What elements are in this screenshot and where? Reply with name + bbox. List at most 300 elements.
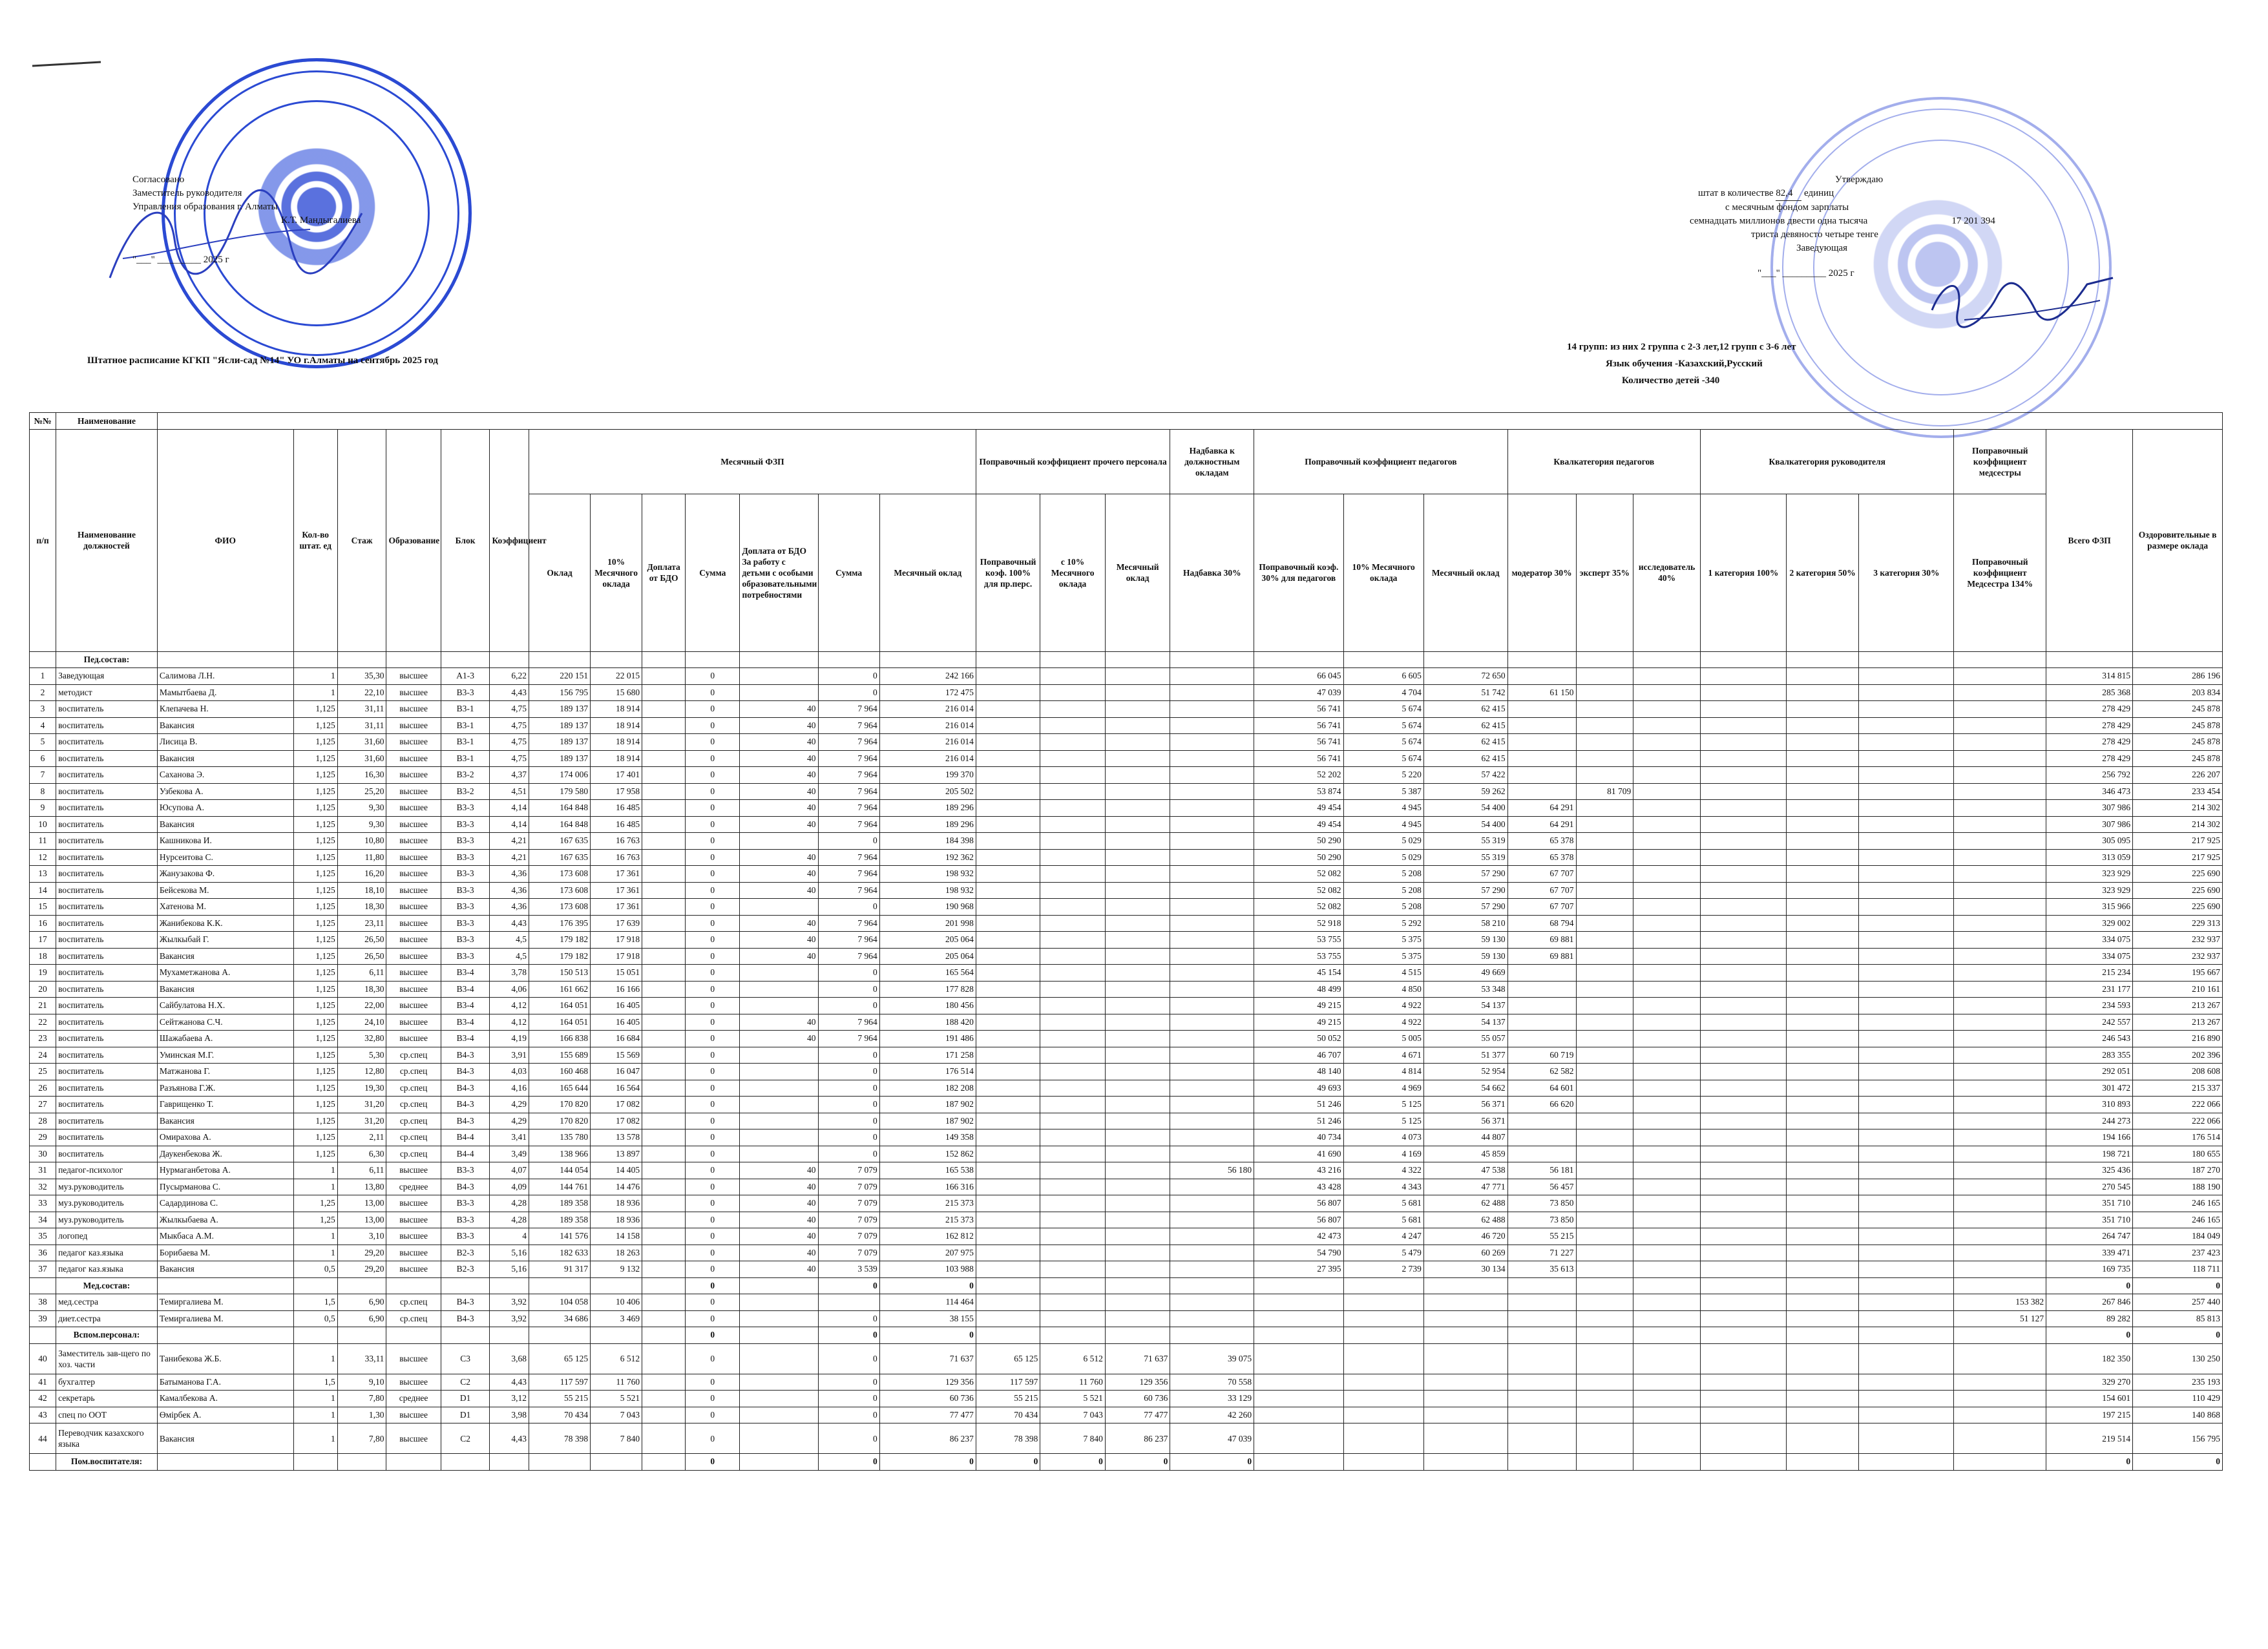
table-cell: 0 bbox=[1170, 1454, 1254, 1471]
table-cell: 77 477 bbox=[1105, 1407, 1170, 1423]
table-cell bbox=[818, 1294, 879, 1311]
table-cell: 4 515 bbox=[1343, 965, 1423, 982]
table-cell: Жанибекова К.К. bbox=[157, 915, 293, 932]
table-cell: 4,29 bbox=[490, 1113, 529, 1129]
table-cell bbox=[1700, 701, 1786, 718]
table-cell: 129 356 bbox=[879, 1374, 976, 1391]
table-cell: 18 936 bbox=[591, 1212, 642, 1228]
table-cell: 174 006 bbox=[529, 767, 590, 784]
table-cell bbox=[1507, 651, 1576, 668]
table-cell bbox=[1700, 1212, 1786, 1228]
table-cell bbox=[1786, 1097, 1858, 1113]
table-cell: 0 bbox=[818, 1391, 879, 1407]
date-year: 2025 г bbox=[1828, 268, 1854, 278]
table-cell bbox=[976, 816, 1040, 833]
table-cell bbox=[642, 1179, 686, 1195]
table-cell bbox=[1786, 882, 1858, 899]
table-cell: 208 608 bbox=[2133, 1064, 2223, 1080]
section-row bbox=[30, 651, 2223, 668]
table-row bbox=[30, 816, 2223, 833]
table-row bbox=[30, 849, 2223, 866]
table-cell: 48 140 bbox=[1254, 1064, 1343, 1080]
table-cell: 4 704 bbox=[1343, 684, 1423, 701]
table-cell bbox=[1633, 866, 1701, 883]
table-cell: 3,78 bbox=[490, 965, 529, 982]
table-cell bbox=[1700, 1454, 1786, 1471]
table-cell: 39 075 bbox=[1170, 1343, 1254, 1374]
section-row bbox=[30, 1454, 2223, 1471]
table-cell bbox=[1576, 1261, 1633, 1278]
table-cell bbox=[642, 1195, 686, 1212]
table-cell: 16 bbox=[30, 915, 56, 932]
table-cell: 40 bbox=[740, 915, 818, 932]
table-cell bbox=[1576, 1097, 1633, 1113]
table-cell: 5 125 bbox=[1343, 1113, 1423, 1129]
table-cell bbox=[1633, 849, 1701, 866]
table-cell bbox=[1507, 1146, 1576, 1162]
table-cell: В4-3 bbox=[441, 1310, 490, 1327]
table-cell: 0 bbox=[686, 932, 740, 949]
table-cell: 3,10 bbox=[337, 1228, 386, 1245]
table-cell: 29,20 bbox=[337, 1261, 386, 1278]
table-cell: 49 454 bbox=[1254, 800, 1343, 817]
table-cell: 201 998 bbox=[879, 915, 976, 932]
table-cell bbox=[1105, 1212, 1170, 1228]
table-cell: Шажабаева А. bbox=[157, 1031, 293, 1047]
table-cell: 207 975 bbox=[879, 1245, 976, 1261]
table-cell: Вакансия bbox=[157, 816, 293, 833]
table-cell bbox=[1507, 668, 1576, 685]
table-cell bbox=[1254, 1277, 1343, 1294]
table-cell: ср.спец bbox=[386, 1129, 441, 1146]
table-cell: 0 bbox=[818, 833, 879, 850]
table-cell bbox=[1700, 684, 1786, 701]
table-cell: 7 079 bbox=[818, 1179, 879, 1195]
table-cell: Уминская М.Г. bbox=[157, 1047, 293, 1064]
table-cell bbox=[1859, 915, 1954, 932]
table-cell bbox=[1633, 1195, 1701, 1212]
table-cell: 3,12 bbox=[490, 1391, 529, 1407]
table-cell bbox=[30, 1327, 56, 1344]
table-cell: 3,68 bbox=[490, 1343, 529, 1374]
table-cell: 0 bbox=[818, 1047, 879, 1064]
col-kval-ped: Квалкатегория педагогов bbox=[1507, 429, 1700, 494]
table-cell: 40 bbox=[740, 767, 818, 784]
table-cell bbox=[1859, 849, 1954, 866]
table-cell: 6 512 bbox=[591, 1343, 642, 1374]
table-cell bbox=[1040, 915, 1106, 932]
table-cell: 55 319 bbox=[1423, 833, 1507, 850]
table-cell bbox=[1105, 1080, 1170, 1097]
table-cell bbox=[1040, 800, 1106, 817]
table-cell bbox=[1633, 1294, 1701, 1311]
table-cell bbox=[1700, 1162, 1786, 1179]
table-cell: 9 132 bbox=[591, 1261, 642, 1278]
table-cell: 31,11 bbox=[337, 717, 386, 734]
table-cell bbox=[441, 1454, 490, 1471]
table-row bbox=[30, 1391, 2223, 1407]
table-cell: 184 398 bbox=[879, 833, 976, 850]
table-cell: 0 bbox=[818, 1423, 879, 1454]
table-cell bbox=[1786, 701, 1858, 718]
table-cell: 62 488 bbox=[1423, 1212, 1507, 1228]
table-cell: D1 bbox=[441, 1407, 490, 1423]
table-cell: 67 707 bbox=[1507, 866, 1576, 883]
table-cell bbox=[1786, 1310, 1858, 1327]
table-cell: 40 bbox=[740, 932, 818, 949]
table-cell bbox=[1786, 1212, 1858, 1228]
table-cell: 18 914 bbox=[591, 750, 642, 767]
table-cell bbox=[1170, 833, 1254, 850]
corner-mark bbox=[31, 58, 102, 71]
table-cell bbox=[740, 1047, 818, 1064]
table-cell: 16 763 bbox=[591, 849, 642, 866]
table-cell: В3-3 bbox=[441, 816, 490, 833]
table-cell: 30 bbox=[30, 1146, 56, 1162]
table-cell: 13,80 bbox=[337, 1179, 386, 1195]
table-cell: высшее bbox=[386, 866, 441, 883]
table-cell: 41 bbox=[30, 1374, 56, 1391]
table-cell bbox=[1105, 1097, 1170, 1113]
table-cell: 9,30 bbox=[337, 816, 386, 833]
table-cell: 0 bbox=[686, 849, 740, 866]
table-cell: 0 bbox=[686, 833, 740, 850]
table-cell: 55 057 bbox=[1423, 1031, 1507, 1047]
table-cell: 5 674 bbox=[1343, 701, 1423, 718]
table-cell bbox=[1954, 1047, 2046, 1064]
table-cell: 7 964 bbox=[818, 701, 879, 718]
table-cell bbox=[642, 1014, 686, 1031]
table-cell: 180 655 bbox=[2133, 1146, 2223, 1162]
table-cell: высшее bbox=[386, 783, 441, 800]
table-cell: 0 bbox=[686, 1294, 740, 1311]
table-cell bbox=[1700, 1245, 1786, 1261]
table-cell: Сейтжанова С.Ч. bbox=[157, 1014, 293, 1031]
table-cell bbox=[1859, 783, 1954, 800]
table-cell bbox=[1576, 767, 1633, 784]
table-cell: 50 052 bbox=[1254, 1031, 1343, 1047]
table-cell bbox=[1105, 767, 1170, 784]
table-cell bbox=[1954, 1146, 2046, 1162]
table-cell: Жылкыбай Г. bbox=[157, 932, 293, 949]
table-row bbox=[30, 1212, 2223, 1228]
table-cell: 4,75 bbox=[490, 701, 529, 718]
table-cell bbox=[1859, 1374, 1954, 1391]
table-cell: 245 878 bbox=[2133, 701, 2223, 718]
table-cell: 7 079 bbox=[818, 1245, 879, 1261]
table-cell: Заместитель зав-щего по хоз. части bbox=[56, 1343, 158, 1374]
table-cell bbox=[976, 1080, 1040, 1097]
table-cell bbox=[1507, 783, 1576, 800]
table-cell: 0 bbox=[818, 1407, 879, 1423]
table-cell bbox=[740, 1423, 818, 1454]
table-cell bbox=[1633, 800, 1701, 817]
table-cell: 150 513 bbox=[529, 965, 590, 982]
table-cell bbox=[1786, 1228, 1858, 1245]
table-cell bbox=[1786, 684, 1858, 701]
table-cell: 242 557 bbox=[2046, 1014, 2133, 1031]
table-cell bbox=[1507, 1310, 1576, 1327]
table-cell bbox=[976, 1162, 1040, 1179]
table-cell: 7 964 bbox=[818, 882, 879, 899]
table-cell: 40 bbox=[740, 1245, 818, 1261]
table-cell bbox=[1170, 767, 1254, 784]
table-cell bbox=[1343, 1294, 1423, 1311]
table-cell: 24,10 bbox=[337, 1014, 386, 1031]
table-cell: воспитатель bbox=[56, 1047, 158, 1064]
table-cell: 1,125 bbox=[293, 1031, 337, 1047]
table-cell: высшее bbox=[386, 1228, 441, 1245]
table-cell: 114 464 bbox=[879, 1294, 976, 1311]
table-cell: Бейсекова М. bbox=[157, 882, 293, 899]
table-cell bbox=[1786, 1047, 1858, 1064]
table-cell bbox=[1105, 948, 1170, 965]
table-cell: 1,125 bbox=[293, 816, 337, 833]
col-kval-ruk: Квалкатегория руководителя bbox=[1700, 429, 1953, 494]
table-cell bbox=[386, 1327, 441, 1344]
table-cell bbox=[1786, 1129, 1858, 1146]
table-cell: 7 079 bbox=[818, 1212, 879, 1228]
top-name: Наименование bbox=[56, 413, 158, 430]
table-cell bbox=[1859, 1391, 1954, 1407]
table-cell: 40 bbox=[740, 1195, 818, 1212]
table-cell bbox=[1507, 1014, 1576, 1031]
table-cell bbox=[1859, 717, 1954, 734]
table-cell: 301 472 bbox=[2046, 1080, 2133, 1097]
table-cell: 0 bbox=[686, 866, 740, 883]
table-cell: 22 bbox=[30, 1014, 56, 1031]
table-cell: 50 290 bbox=[1254, 849, 1343, 866]
table-cell: В3-1 bbox=[441, 717, 490, 734]
table-cell bbox=[740, 668, 818, 685]
table-cell: 38 bbox=[30, 1294, 56, 1311]
table-cell bbox=[642, 767, 686, 784]
table-cell: 5 125 bbox=[1343, 1097, 1423, 1113]
table-cell: 129 356 bbox=[1105, 1374, 1170, 1391]
col-health: Оздоровительные в размере оклада bbox=[2133, 429, 2223, 651]
table-cell bbox=[1633, 668, 1701, 685]
table-cell: 215 373 bbox=[879, 1195, 976, 1212]
table-cell: 152 862 bbox=[879, 1146, 976, 1162]
table-cell: 31,60 bbox=[337, 750, 386, 767]
table-cell bbox=[1040, 1228, 1106, 1245]
table-cell: 31 bbox=[30, 1162, 56, 1179]
table-cell: 43 428 bbox=[1254, 1179, 1343, 1195]
table-cell bbox=[642, 1407, 686, 1423]
table-cell: 5 674 bbox=[1343, 734, 1423, 751]
table-cell: 0 bbox=[686, 1014, 740, 1031]
table-cell bbox=[1954, 651, 2046, 668]
table-cell: 16 405 bbox=[591, 1014, 642, 1031]
table-cell: 55 215 bbox=[1507, 1228, 1576, 1245]
table-cell: 11,80 bbox=[337, 849, 386, 866]
table-cell: 187 902 bbox=[879, 1113, 976, 1129]
table-cell: 0 bbox=[686, 1179, 740, 1195]
table-cell: 0 bbox=[818, 1129, 879, 1146]
table-cell bbox=[1040, 948, 1106, 965]
table-cell bbox=[1576, 1423, 1633, 1454]
table-row bbox=[30, 965, 2223, 982]
table-cell: 7 840 bbox=[1040, 1423, 1106, 1454]
table-cell bbox=[1507, 1294, 1576, 1311]
table-cell: 155 689 bbox=[529, 1047, 590, 1064]
table-cell: 270 545 bbox=[2046, 1179, 2133, 1195]
table-cell: 14 405 bbox=[591, 1162, 642, 1179]
table-cell: 4,06 bbox=[490, 981, 529, 998]
table-cell bbox=[1105, 651, 1170, 668]
table-cell bbox=[1954, 998, 2046, 1014]
table-cell bbox=[1576, 998, 1633, 1014]
table-cell bbox=[1633, 717, 1701, 734]
table-cell bbox=[1786, 1113, 1858, 1129]
table-cell: 86 237 bbox=[879, 1423, 976, 1454]
table-cell: 55 319 bbox=[1423, 849, 1507, 866]
table-cell: 32 bbox=[30, 1179, 56, 1195]
table-cell bbox=[1954, 783, 2046, 800]
table-cell bbox=[1700, 882, 1786, 899]
table-cell: 27 bbox=[30, 1097, 56, 1113]
table-cell: высшее bbox=[386, 899, 441, 916]
table-cell: 0 bbox=[686, 1129, 740, 1146]
table-cell bbox=[642, 701, 686, 718]
table-cell: 13 578 bbox=[591, 1129, 642, 1146]
table-cell bbox=[157, 1277, 293, 1294]
table-cell: 50 290 bbox=[1254, 833, 1343, 850]
table-cell: Юсупова А. bbox=[157, 800, 293, 817]
table-cell: секретарь bbox=[56, 1391, 158, 1407]
table-cell bbox=[1423, 1454, 1507, 1471]
table-cell: 1 bbox=[293, 1162, 337, 1179]
table-cell bbox=[740, 1129, 818, 1146]
table-cell bbox=[1105, 1294, 1170, 1311]
table-cell bbox=[1576, 915, 1633, 932]
table-cell bbox=[1170, 701, 1254, 718]
table-row bbox=[30, 1031, 2223, 1047]
table-cell bbox=[1507, 1327, 1576, 1344]
table-cell: 70 434 bbox=[529, 1407, 590, 1423]
table-cell: 154 601 bbox=[2046, 1391, 2133, 1407]
table-cell: 0 bbox=[686, 882, 740, 899]
table-cell bbox=[1786, 932, 1858, 949]
table-row bbox=[30, 1423, 2223, 1454]
table-cell: 310 893 bbox=[2046, 1097, 2133, 1113]
table-cell bbox=[1105, 1162, 1170, 1179]
table-cell: 176 514 bbox=[2133, 1129, 2223, 1146]
table-cell: 72 650 bbox=[1423, 668, 1507, 685]
table-cell bbox=[1105, 965, 1170, 982]
table-cell: 7 964 bbox=[818, 915, 879, 932]
table-cell bbox=[1954, 816, 2046, 833]
table-cell bbox=[740, 998, 818, 1014]
table-cell bbox=[976, 1261, 1040, 1278]
table-cell: 34 bbox=[30, 1212, 56, 1228]
table-cell: 4,75 bbox=[490, 734, 529, 751]
table-cell bbox=[1105, 866, 1170, 883]
table-cell bbox=[1576, 1454, 1633, 1471]
table-cell: 313 059 bbox=[2046, 849, 2133, 866]
table-cell bbox=[1576, 1212, 1633, 1228]
table-cell bbox=[1576, 1327, 1633, 1344]
col-summa1: Сумма bbox=[686, 494, 740, 651]
table-cell bbox=[1254, 1407, 1343, 1423]
table-cell bbox=[386, 1454, 441, 1471]
table-cell: Разъянова Г.Ж. bbox=[157, 1080, 293, 1097]
table-cell: 141 576 bbox=[529, 1228, 590, 1245]
table-cell: 4 073 bbox=[1343, 1129, 1423, 1146]
table-cell: 4,12 bbox=[490, 998, 529, 1014]
table-cell: 1,5 bbox=[293, 1294, 337, 1311]
table-cell bbox=[1700, 1310, 1786, 1327]
table-cell: 41 690 bbox=[1254, 1146, 1343, 1162]
table-cell: высшее bbox=[386, 998, 441, 1014]
table-cell bbox=[1170, 783, 1254, 800]
table-cell bbox=[1859, 1162, 1954, 1179]
table-cell: 0 bbox=[686, 684, 740, 701]
table-cell bbox=[1859, 668, 1954, 685]
table-cell bbox=[1254, 1423, 1343, 1454]
table-cell: Садардинова С. bbox=[157, 1195, 293, 1212]
table-cell bbox=[1040, 816, 1106, 833]
col-kr3: 3 категория 30% bbox=[1859, 494, 1954, 651]
table-cell: 5 292 bbox=[1343, 915, 1423, 932]
table-cell: высшее bbox=[386, 1195, 441, 1212]
table-cell: 23 bbox=[30, 1031, 56, 1047]
table-cell bbox=[740, 651, 818, 668]
table-cell bbox=[740, 1294, 818, 1311]
table-cell bbox=[1633, 684, 1701, 701]
table-cell bbox=[1040, 750, 1106, 767]
table-cell: 0 bbox=[818, 1097, 879, 1113]
table-cell: 4 922 bbox=[1343, 998, 1423, 1014]
table-cell bbox=[1700, 932, 1786, 949]
table-cell bbox=[1859, 1228, 1954, 1245]
table-cell bbox=[1859, 767, 1954, 784]
table-cell: 7 964 bbox=[818, 866, 879, 883]
table-cell: 167 635 bbox=[529, 849, 590, 866]
approval-right bbox=[1628, 173, 2016, 280]
table-cell: высшее bbox=[386, 701, 441, 718]
table-cell bbox=[1700, 833, 1786, 850]
col-kp1: модератор 30% bbox=[1507, 494, 1576, 651]
table-cell bbox=[1786, 1277, 1858, 1294]
table-cell bbox=[1040, 1310, 1106, 1327]
table-cell: Переводчик казахского языка bbox=[56, 1423, 158, 1454]
table-cell: 48 499 bbox=[1254, 981, 1343, 998]
table-cell bbox=[1859, 1064, 1954, 1080]
table-cell: воспитатель bbox=[56, 849, 158, 866]
table-cell: 0 bbox=[818, 1277, 879, 1294]
table-cell bbox=[1954, 965, 2046, 982]
col-nad30: Надбавка 30% bbox=[1170, 494, 1254, 651]
table-cell: В4-4 bbox=[441, 1146, 490, 1162]
table-cell bbox=[976, 932, 1040, 949]
table-cell: 7 079 bbox=[818, 1162, 879, 1179]
table-cell bbox=[1786, 1245, 1858, 1261]
table-cell: 56 741 bbox=[1254, 750, 1343, 767]
table-cell bbox=[1954, 932, 2046, 949]
table-cell bbox=[1576, 833, 1633, 850]
table-cell bbox=[642, 1261, 686, 1278]
table-cell: 5 375 bbox=[1343, 932, 1423, 949]
table-cell bbox=[642, 1113, 686, 1129]
table-cell bbox=[529, 651, 590, 668]
table-cell: 49 215 bbox=[1254, 998, 1343, 1014]
table-cell bbox=[879, 651, 976, 668]
table-cell: 182 633 bbox=[529, 1245, 590, 1261]
table-cell bbox=[642, 981, 686, 998]
table-cell bbox=[1040, 767, 1106, 784]
table-cell bbox=[642, 932, 686, 949]
